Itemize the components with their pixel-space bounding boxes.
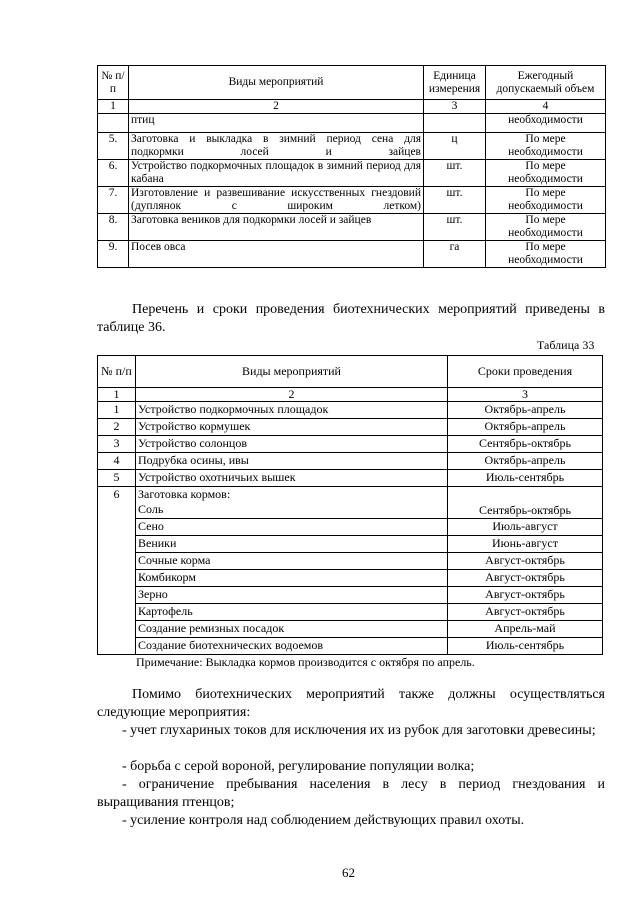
- row-activity: Зерно: [136, 587, 448, 604]
- page-number: 62: [342, 865, 355, 880]
- row-activity: Создание ремизных посадок: [136, 621, 448, 638]
- table-row: [98, 133, 606, 160]
- table-row: [98, 453, 603, 470]
- header-volume: Ежегодный допускаемый объем: [486, 66, 606, 100]
- row-activity: Изготовление и развешивание искусственных гнездовий (дуплянок с широким летком): [129, 187, 424, 214]
- table-row: [98, 187, 606, 214]
- row-activity: Сочные корма: [136, 553, 448, 570]
- colnum-cell: 3: [448, 388, 603, 402]
- row-num: 3: [98, 436, 136, 453]
- header-num: № п/п: [98, 356, 136, 388]
- row-activity: Создание биотехнических водоемов: [136, 638, 448, 655]
- row-unit: шт.: [424, 160, 486, 187]
- row-num: 5.: [98, 133, 129, 160]
- row-activity: Устройство подкормочных площадок в зимний период для кабана: [129, 160, 424, 187]
- row-num: [98, 114, 129, 133]
- column-number-row: [98, 388, 603, 402]
- table-row: [98, 519, 603, 536]
- row-period: Июль-сентябрь: [448, 638, 603, 655]
- row-unit: га: [424, 241, 486, 268]
- row-unit: шт.: [424, 214, 486, 241]
- table-row: [98, 160, 606, 187]
- row-volume: По мере необходимости: [486, 214, 606, 241]
- closing-paragraph: Помимо биотехнических мероприятий также должны осуществляться следующие мероприятия:: [97, 687, 605, 720]
- row-period: Июль-сентябрь: [448, 470, 603, 487]
- header-activity: Виды мероприятий: [129, 66, 424, 100]
- header-period: Сроки проведения: [448, 356, 603, 388]
- table-row: [98, 553, 603, 570]
- row-activity: Устройство кормушек: [136, 419, 448, 436]
- row-period: Июнь-август: [448, 536, 603, 553]
- row-num: 4: [98, 453, 136, 470]
- table-note: Примечание: Выкладка кормов производится с октября по апрель.: [136, 655, 475, 669]
- table-header-row: [98, 66, 606, 100]
- row-num: 8.: [98, 214, 129, 241]
- table-row: [98, 436, 603, 453]
- row-period: Сентябрь-октябрь: [448, 436, 603, 453]
- table-row: [98, 487, 603, 519]
- row-period: Октябрь-апрель: [448, 419, 603, 436]
- bullet-item: - усиление контроля над соблюдением действующих правил охоты.: [122, 813, 525, 828]
- row-activity: Устройство охотничьих вышек: [136, 470, 448, 487]
- row-activity: Устройство подкормочных площадок: [136, 402, 448, 419]
- bullet-item: - борьба с серой вороной, регулирование популяции волка;: [122, 759, 475, 774]
- row-activity: Заготовка и выкладка в зимний период сена для подкормки лосей и зайцев: [129, 133, 424, 160]
- row-period: Август-октябрь: [448, 604, 603, 621]
- bullet-item: - учет глухариных токов для исключения их из рубок для заготовки древесины;: [122, 723, 596, 738]
- bullet-item: - ограничение пребывания населения в лесу в период гнездования и выращивания птенцов;: [97, 777, 605, 810]
- row-volume: По мере необходимости: [486, 187, 606, 214]
- table-row: [98, 241, 606, 268]
- activities-schedule-table: [97, 355, 603, 655]
- column-number-row: [98, 100, 606, 114]
- row-period: Август-октябрь: [448, 553, 603, 570]
- row-period: Август-октябрь: [448, 570, 603, 587]
- table-row: [98, 214, 606, 241]
- activities-volume-table: [97, 65, 606, 268]
- colnum-cell: 2: [129, 100, 424, 114]
- row-activity: Посев овса: [129, 241, 424, 268]
- row-activity: Заготовка веников для подкормки лосей и зайцев: [129, 214, 424, 241]
- table-row: [98, 470, 603, 487]
- table-row: [98, 536, 603, 553]
- row-unit: ц: [424, 133, 486, 160]
- header-num: № п/п: [98, 66, 129, 100]
- row-num: 7.: [98, 187, 129, 214]
- colnum-cell: 3: [424, 100, 486, 114]
- colnum-cell: 4: [486, 100, 606, 114]
- header-unit: Единица измерения: [424, 66, 486, 100]
- row-period: Октябрь-апрель: [448, 402, 603, 419]
- row-num: 6.: [98, 160, 129, 187]
- table-row: [98, 402, 603, 419]
- feed-item: Соль: [138, 502, 164, 516]
- row-volume: По мере необходимости: [486, 160, 606, 187]
- row-activity: [136, 487, 448, 519]
- table-label: Таблица 33: [537, 338, 595, 352]
- row-volume: необходимости: [486, 114, 606, 133]
- table-row: [98, 570, 603, 587]
- row-activity: птиц: [129, 114, 424, 133]
- table-header-row: [98, 356, 603, 388]
- colnum-cell: 1: [98, 100, 129, 114]
- row-num: 6: [98, 487, 136, 655]
- row-num: 5: [98, 470, 136, 487]
- feed-heading: Заготовка кормов:: [138, 487, 231, 501]
- colnum-cell: 1: [98, 388, 136, 402]
- row-period: Октябрь-апрель: [448, 453, 603, 470]
- intro-paragraph: Перечень и сроки проведения биотехнических мероприятий приведены в таблице 36.: [97, 302, 605, 335]
- row-num: 1: [98, 402, 136, 419]
- table-row: [98, 638, 603, 655]
- row-period: Сентябрь-октябрь: [448, 487, 603, 519]
- table-row: [98, 114, 606, 133]
- row-unit: шт.: [424, 187, 486, 214]
- table-row: [98, 621, 603, 638]
- row-num: 9.: [98, 241, 129, 268]
- row-activity: Устройство солонцов: [136, 436, 448, 453]
- table-row: [98, 419, 603, 436]
- row-activity: Картофель: [136, 604, 448, 621]
- row-activity: Подрубка осины, ивы: [136, 453, 448, 470]
- row-period: Август-октябрь: [448, 587, 603, 604]
- row-period: Июль-август: [448, 519, 603, 536]
- row-activity: Сено: [136, 519, 448, 536]
- header-activity: Виды мероприятий: [136, 356, 448, 388]
- row-period: Апрель-май: [448, 621, 603, 638]
- row-volume: По мере необходимости: [486, 133, 606, 160]
- table-row: [98, 587, 603, 604]
- row-volume: По мере необходимости: [486, 241, 606, 268]
- table-row: [98, 604, 603, 621]
- row-num: 2: [98, 419, 136, 436]
- colnum-cell: 2: [136, 388, 448, 402]
- row-activity: Веники: [136, 536, 448, 553]
- row-activity: Комбикорм: [136, 570, 448, 587]
- row-unit: [424, 114, 486, 133]
